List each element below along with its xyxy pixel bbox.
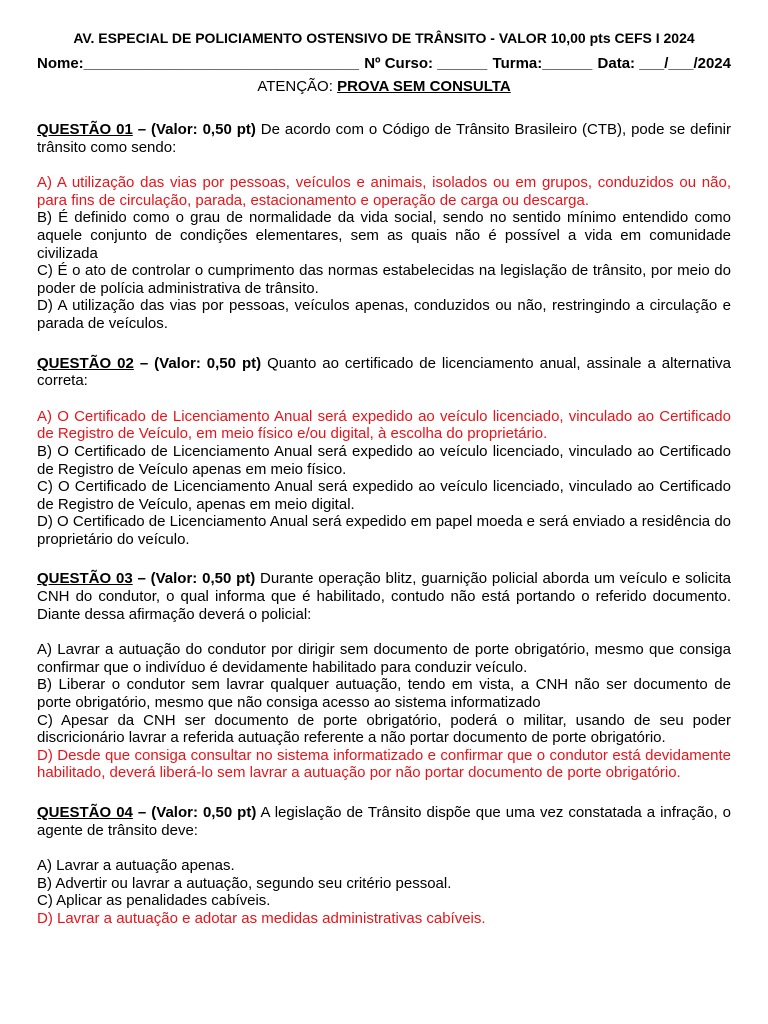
question-value: (Valor: 0,50 pt) [150,570,256,588]
question-statement: Durante operação blitz, guarnição policial aborda um veículo e solicita CNH do condutor, o qual informa que é habilitado, contudo não está portando o referido documento. Diante dessa afirmação deverá o policial: [37,570,732,623]
option-d: D) O Certificado de Licenciamento Anual será expedido em papel moeda e será enviado a residência do proprietário do veículo. [37,513,731,548]
option-a: A) Lavrar a autuação do condutor por dirigir sem documento de porte obrigatório, mesmo que consiga confirmar que o indivíduo é devidamente habilitado para conduzir veículo. [37,641,731,676]
option-b: B) Liberar o condutor sem lavrar qualquer autuação, tendo em vista, a CNH não ser documento de porte obrigatório, mesmo que não consiga acesso ao sistema informatizado [37,676,731,712]
question-statement: A legislação de Trânsito dispõe que uma vez constatada a infração, o agente de trânsito deve: [37,804,731,839]
name-field: Nome:_________________________________ [37,55,359,72]
question-header [37,121,731,156]
course-field: Nº Curso: ______ [364,55,488,72]
attention-text: PROVA SEM CONSULTA [337,78,511,95]
option-c: C) Apesar da CNH ser documento de porte obrigatório, poderá o militar, usando de seu poder discricionário lavrar a referida autuação referente a não portar documento de porte obrigatório. [37,711,731,747]
option-b: B) O Certificado de Licenciamento Anual será expedido ao veículo licenciado, vinculado ao Certificado de Registro de Veículo apenas em meio físico. [37,442,731,478]
question-01 [37,121,731,333]
question-number: QUESTÃO 03 [37,570,133,588]
question-statement: De acordo com o Código de Trânsito Brasileiro (CTB), pode se definir trânsito como sendo: [37,121,731,156]
option-c: C) É o ato de controlar o cumprimento das normas estabelecidas na legislação de trânsito, por meio do poder de polícia administrativa de trânsito. [37,262,731,297]
attention-label: ATENÇÃO [257,78,329,95]
question-03 [37,570,731,782]
option-a: A) O Certificado de Licenciamento Anual será expedido ao veículo licenciado, vinculado ao Certificado de Registro de Veículo, em meio físico e/ou digital, à escolha do proprietário. [37,407,731,443]
option-c: C) Aplicar as penalidades cabíveis. [37,892,271,910]
class-field: Turma:______ [492,55,593,72]
option-c: C) O Certificado de Licenciamento Anual será expedido ao veículo licenciado, vinculado ao Certificado de Registro de Veículo, apenas em meio digital. [37,478,731,513]
exam-title: AV. ESPECIAL DE POLICIAMENTO OSTENSIVO DE TRÂNSITO - VALOR 10,00 pts CEFS I 2024 [73,30,695,46]
question-header [37,804,731,839]
option-d: D) Lavrar a autuação e adotar as medidas administrativas cabíveis. [37,909,486,927]
question-02 [37,355,731,549]
question-dash: – [132,570,151,588]
question-header [37,355,731,390]
option-b: B) Advertir ou lavrar a autuação, segundo seu critério pessoal. [37,874,452,892]
option-d: D) Desde que consiga consultar no sistema informatizado e confirmar que o condutor está devidamente habilitado, deverá liberá-lo sem lavrar a autuação por não portar documento de porte obrigatório. [37,746,731,782]
question-value: (Valor: 0,50 pt) [151,804,257,821]
option-d: D) A utilização das vias por pessoas, veículos apenas, conduzidos ou não, restringindo a circulação e parada de veículos. [37,297,731,332]
question-04 [37,804,731,928]
question-value: (Valor: 0,50 pt) [154,354,262,372]
question-dash: – [132,804,152,821]
question-value: (Valor: 0,50 pt) [150,121,256,138]
question-number: QUESTÃO 02 [37,354,134,372]
question-number: QUESTÃO 01 [37,121,133,138]
attention-notice [37,77,731,97]
option-a: A) Lavrar a autuação apenas. [37,857,235,875]
question-dash: – [132,121,151,138]
date-field: Data: ___/___/2024 [597,55,731,72]
attention-separator: : [328,78,338,95]
student-info-line [37,54,731,74]
option-a: A) A utilização das vias por pessoas, veículos e animais, isolados ou em grupos, conduzidos ou não, para fins de circulação, parada, estacionamento e operação de carga ou descarga. [37,174,731,209]
option-b: B) É definido como o grau de normalidade da vida social, sendo no sentido mínimo entendido como aquele conjunto de condições elementares, sem as quais não é possível a vida em comunidade civilizada [37,209,731,262]
question-number: QUESTÃO 04 [37,804,133,821]
question-dash: – [133,354,155,372]
question-statement: Quanto ao certificado de licenciamento anual, assinale a alternativa correta: [37,354,731,390]
question-header [37,570,731,623]
exam-page [37,28,731,928]
